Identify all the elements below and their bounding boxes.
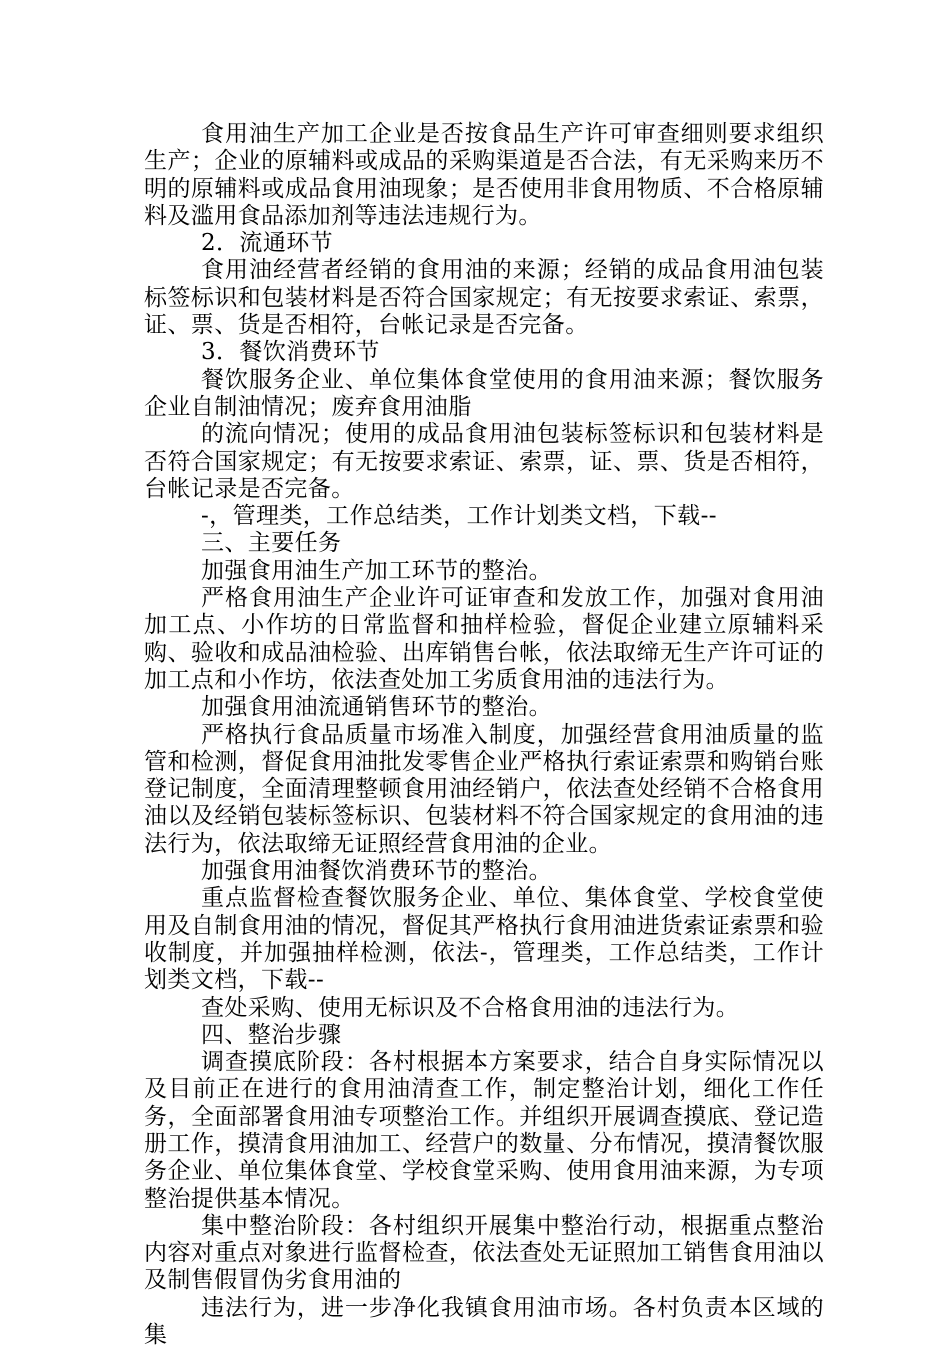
paragraph-task-production: 严格食用油生产企业许可证审查和发放工作，加强对食用油加工点、小作坊的日常监督和抽样检验，督促企业建立原辅料采购、验收和成品油检验、出库销售台帐，依法取缔无生产许可证的加工点和小作坊，依法查处加工劣质食用油的违法行为。: [144, 585, 824, 693]
paragraph-concentrated-stage: 集中整治阶段：各村组织开展集中整治行动，根据重点整治内容对重点对象进行监督检查，依法查处无证照加工销售食用油以及制售假冒伪劣食用油的: [144, 1212, 824, 1294]
paragraph-task-catering-cont: 查处采购、使用无标识及不合格食用油的违法行为。: [201, 994, 740, 1021]
paragraph-survey-stage: 调查摸底阶段：各村根据本方案要求，结合自身实际情况以及目前正在进行的食用油清查工作，制定整治计划，细化工作任务，全面部署食用油专项整治工作。并组织开展调查摸底、登记造册工作，摸清食用油加工、经营户的数量、分布情况，摸清餐饮服务企业、单位集体食堂、学校食堂采购、使用食用油来源，为专项整治提供基本情况。: [144, 1049, 824, 1212]
heading-steps: 四、整治步骤: [201, 1021, 342, 1048]
paragraph-task-production-title: 加强食用油生产加工环节的整治。: [201, 557, 552, 584]
heading-circulation: 2．流通环节: [201, 230, 334, 257]
paragraph-task-catering-title: 加强食用油餐饮消费环节的整治。: [201, 858, 552, 885]
paragraph-task-circulation-title: 加强食用油流通销售环节的整治。: [201, 694, 552, 721]
paragraph-circulation: 食用油经营者经销的食用油的来源；经销的成品食用油包装标签标识和包装材料是否符合国家规定；有无按要求索证、索票，证、票、货是否相符，台帐记录是否完备。: [144, 257, 824, 339]
paragraph-task-circulation: 严格执行食品质量市场准入制度，加强经营食用油质量的监管和检测，督促食用油批发零售企业严格执行索证索票和购销台账登记制度，全面清理整顿食用油经销户，依法查处经销不合格食用油以及经销包装标签标识、包装材料不符合国家规定的食用油的违法行为，依法取缔无证照经营食用油的企业。: [144, 721, 824, 857]
paragraph-download-note: -，管理类，工作总结类，工作计划类文档，下载--: [201, 503, 717, 530]
paragraph-production-check: 食用油生产加工企业是否按食品生产许可审查细则要求组织生产；企业的原辅料或成品的采购渠道是否合法，有无采购来历不明的原辅料或成品食用油现象；是否使用非食用物质、不合格原辅料及滥用食品添加剂等违法违规行为。: [144, 121, 824, 229]
paragraph-catering-source: 餐饮服务企业、单位集体食堂使用的食用油来源；餐饮服务企业自制油情况；废弃食用油脂: [144, 366, 824, 420]
paragraph-concentrated-cont: 违法行为，进一步净化我镇食用油市场。各村负责本区域的集: [144, 1294, 824, 1349]
paragraph-task-catering: 重点监督检查餐饮服务企业、单位、集体食堂、学校食堂使用及自制食用油的情况，督促其严格执行食用油进货索证索票和验收制度，并加强抽样检测，依法-，管理类，工作总结类，工作计划类文档，下载--: [144, 885, 824, 994]
heading-main-tasks: 三、主要任务: [201, 530, 342, 557]
heading-catering: 3．餐饮消费环节: [201, 339, 380, 366]
document-body: [144, 121, 824, 1349]
paragraph-catering-flow: 的流向情况；使用的成品食用油包装标签标识和包装材料是否符合国家规定；有无按要求索证、索票，证、票、货是否相符，台帐记录是否完备。: [144, 421, 824, 502]
